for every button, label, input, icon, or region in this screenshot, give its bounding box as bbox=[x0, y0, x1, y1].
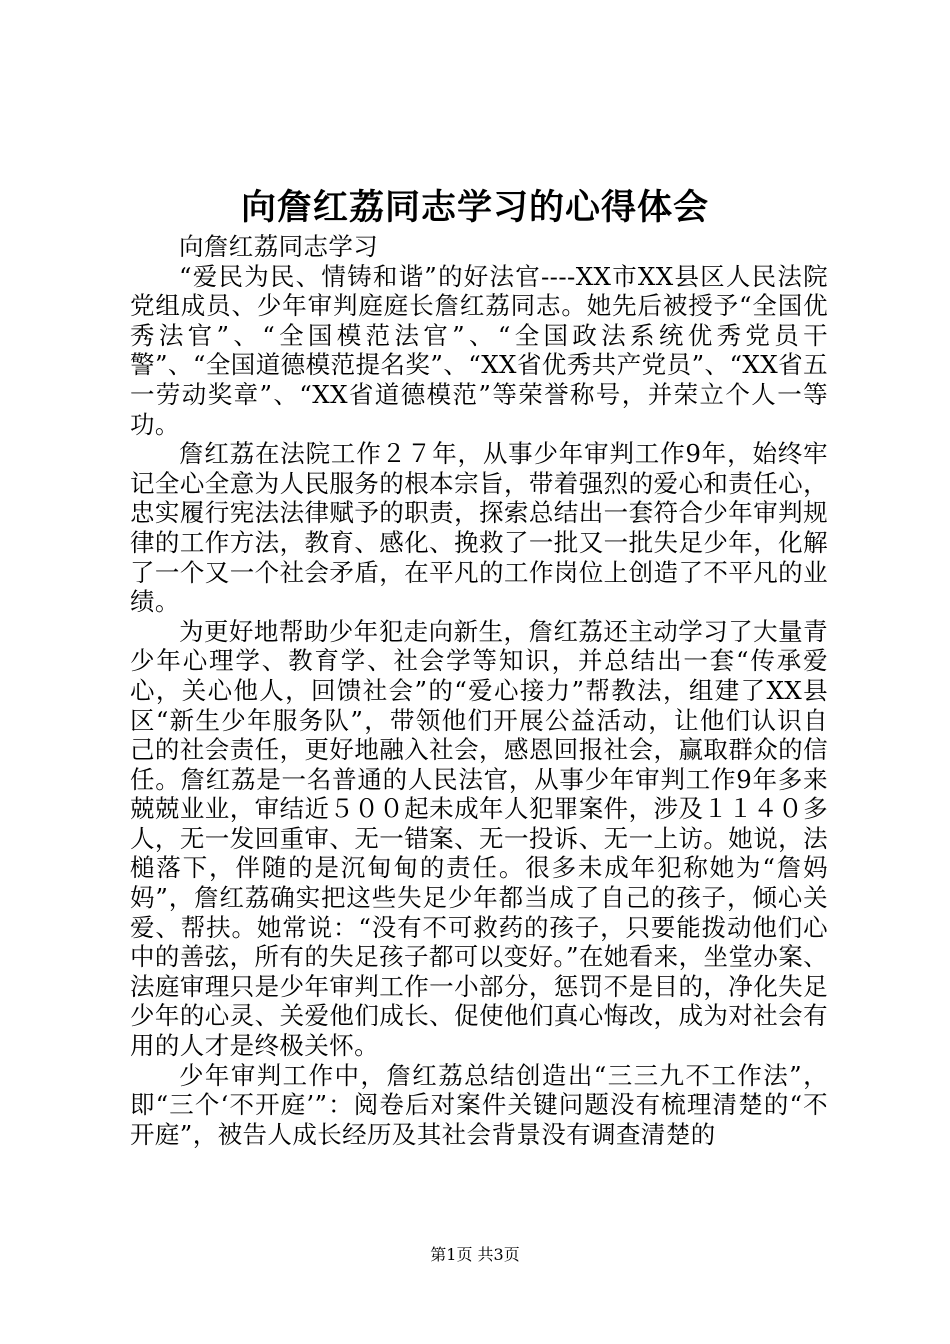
paragraph: “爱民为民、情铸和谐”的好法官----XX市XX县区人民法院党组成员、少年审判庭庭长詹红荔同志。她先后被授予“全国优秀法官”、“全国模范法官”、“全国政法系统优秀党员干警”、“全国道德模范提名奖”、“XX省优秀共产党员”、“XX省五一劳动奖章”、“XX省道德模范”等荣誉称号，并荣立个人一等功。 bbox=[130, 261, 828, 439]
document-title: 向詹红荔同志学习的心得体会 bbox=[240, 187, 709, 228]
paragraph: 少年审判工作中，詹红荔总结创造出“三三九不工作法”，即“三个‘不开庭’”：阅卷后对案件关键问题没有梳理清楚的“不开庭”，被告人成长经历及其社会背景没有调查清楚的 bbox=[130, 1060, 828, 1149]
page-number-footer: 第1页 共3页 bbox=[430, 1245, 520, 1264]
paragraph: 向詹红荔同志学习 bbox=[179, 232, 379, 261]
paragraph: 詹红荔在法院工作２７年，从事少年审判工作9年，始终牢记全心全意为人民服务的根本宗旨，带着强烈的爱心和责任心，忠实履行宪法法律赋予的职责，探索总结出一套符合少年审判规律的工作方法，教育、感化、挽救了一批又一批失足少年，化解了一个又一个社会矛盾，在平凡的工作岗位上创造了不平凡的业绩。 bbox=[130, 439, 828, 617]
document-body bbox=[130, 232, 828, 1149]
paragraph: 为更好地帮助少年犯走向新生，詹红荔还主动学习了大量青少年心理学、教育学、社会学等知识，并总结出一套“传承爱心，关心他人，回馈社会”的“爱心接力”帮教法，组建了XX县区“新生少年服务队”，带领他们开展公益活动，让他们认识自己的社会责任，更好地融入社会，感恩回报社会，赢取群众的信任。詹红荔是一名普通的人民法官，从事少年审判工作9年多来兢兢业业，审结近５００起未成年人犯罪案件，涉及１１４０多人，无一发回重审、无一错案、无一投诉、无一上访。她说，法槌落下，伴随的是沉甸甸的责任。很多未成年犯称她为“詹妈妈”，詹红荔确实把这些失足少年都当成了自己的孩子，倾心关爱、帮扶。她常说：“没有不可救药的孩子，只要能拨动他们心中的善弦，所有的失足孩子都可以变好。”在她看来，坐堂办案、法庭审理只是少年审判工作一小部分，惩罚不是目的，净化失足少年的心灵、关爱他们成长、促使他们真心悔改，成为对社会有用的人才是终极关怀。 bbox=[130, 616, 828, 1061]
